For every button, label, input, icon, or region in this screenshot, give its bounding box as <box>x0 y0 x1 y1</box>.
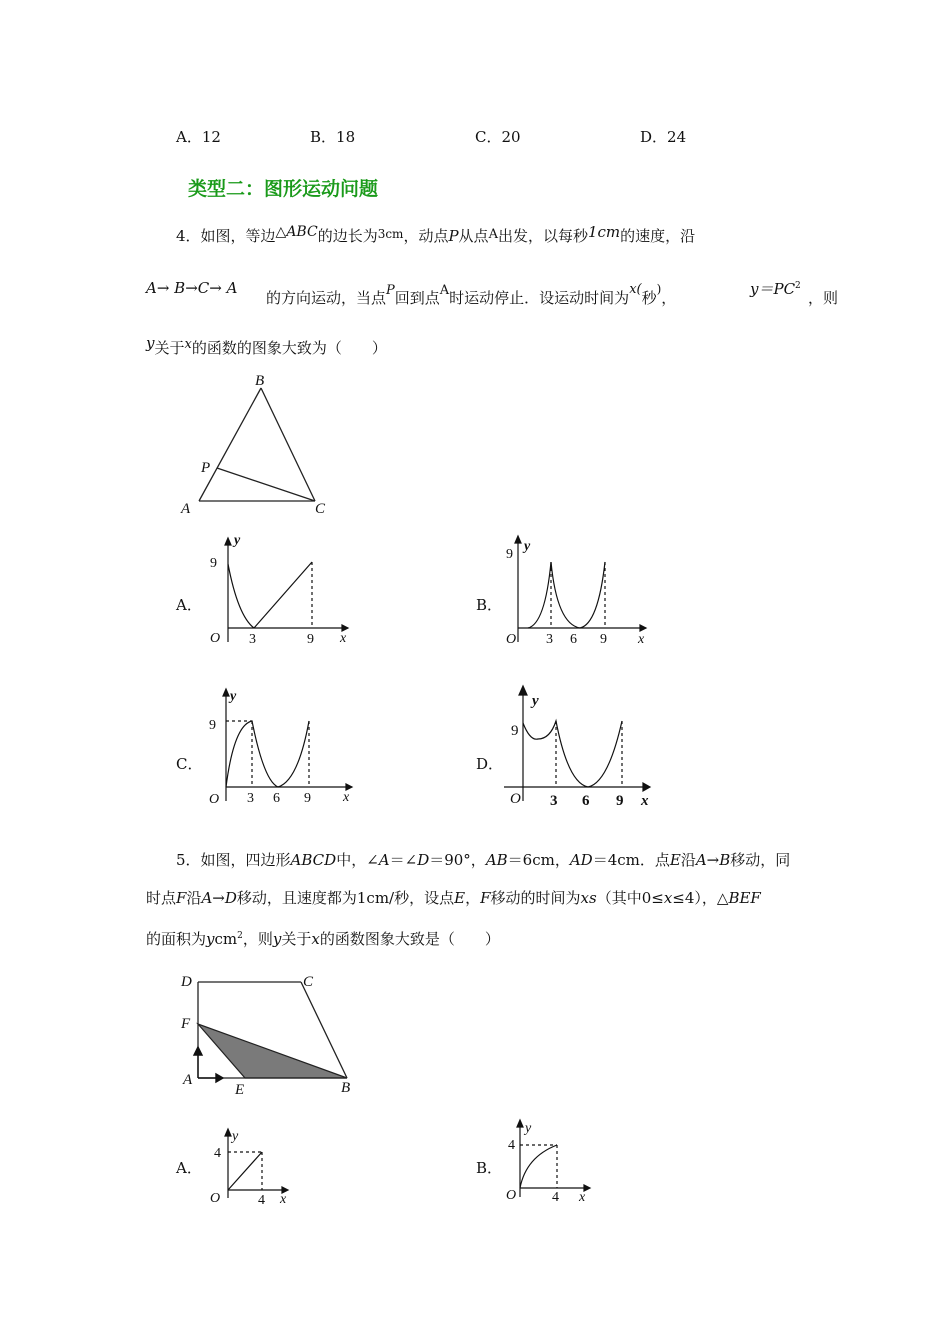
q4-triangle-figure <box>175 368 335 518</box>
svg-text:4: 4 <box>508 1138 515 1153</box>
q4-line-1: 4．如图，等边△ABC的边长为$^{3cm}$，动点P从点A出发，以每秒1cm的速度，沿 <box>176 223 696 245</box>
svg-text:9: 9 <box>307 632 314 647</box>
svg-text:O: O <box>209 792 220 807</box>
svg-text:x: x <box>579 1190 586 1205</box>
curve <box>226 721 309 787</box>
line <box>228 1152 262 1190</box>
svg-text:x: x <box>340 631 347 646</box>
q4-option-b-label: B． <box>476 596 503 614</box>
svg-text:3: 3 <box>546 632 553 647</box>
svg-text:9: 9 <box>304 791 311 806</box>
q5-graph-a <box>200 1122 300 1212</box>
label-c: C <box>303 974 314 990</box>
svg-text:3: 3 <box>247 791 254 806</box>
svg-text:4: 4 <box>258 1193 265 1208</box>
svg-text:4: 4 <box>214 1146 221 1161</box>
label-b: B <box>341 1080 351 1096</box>
label-a: A <box>181 501 191 517</box>
q4-line-3: y关于x的函数的图象大致为（ ） <box>146 334 387 357</box>
svg-text:9: 9 <box>209 718 216 733</box>
svg-text:6: 6 <box>582 793 590 809</box>
svg-text:4: 4 <box>552 1190 559 1205</box>
q4-option-d-label: D． <box>476 755 504 773</box>
svg-text:y: y <box>525 1121 532 1136</box>
q3-option-c: C．20 <box>475 128 521 146</box>
svg-text:y: y <box>532 693 539 709</box>
label-e: E <box>235 1082 245 1098</box>
svg-text:O: O <box>210 1191 221 1206</box>
svg-text:y: y <box>230 689 237 704</box>
svg-text:O: O <box>506 1188 517 1203</box>
svg-text:y: y <box>524 539 531 554</box>
label-c: C <box>315 501 326 517</box>
q5-graph-b <box>500 1115 600 1210</box>
q4-y-equals-pc2: $y=PC^2$ <box>750 280 801 298</box>
svg-text:x: x <box>641 793 649 809</box>
q5-line-3: 的面积为ycm$^2$，则y关于x的函数图象大致是（ ） <box>146 930 500 948</box>
svg-text:9: 9 <box>210 556 217 571</box>
svg-text:3: 3 <box>550 793 558 809</box>
side-ab <box>199 388 261 501</box>
q4-line-2: 的方向运动，当点P回到点A时运动停止．设运动时间为x(秒)， <box>266 282 677 307</box>
svg-text:9: 9 <box>511 723 519 739</box>
svg-text:x: x <box>280 1192 287 1207</box>
side-bc <box>261 388 315 501</box>
arrow-f-head <box>194 1047 202 1055</box>
label-p: P <box>201 460 211 476</box>
q3-option-a: A．12 <box>176 128 221 146</box>
q3-option-d: D．24 <box>640 128 687 146</box>
label-f: F <box>181 1016 191 1032</box>
q5-option-b-label: B． <box>476 1159 503 1177</box>
svg-text:y: y <box>234 533 241 548</box>
q5-line-2: 时点F沿A→D移动，且速度都为1cm/秒，设点E，F移动的时间为xs（其中0≤x≤4），△BEF <box>146 889 761 907</box>
svg-text:O: O <box>510 791 521 807</box>
section-heading: 类型二：图形运动问题 <box>188 178 379 200</box>
arrow-e-head <box>216 1074 223 1082</box>
svg-text:3: 3 <box>249 632 256 647</box>
label-b: B <box>255 373 265 389</box>
q4-graph-a <box>200 530 360 650</box>
svg-text:6: 6 <box>273 791 280 806</box>
svg-text:9: 9 <box>600 632 607 647</box>
label-d: D <box>181 974 192 990</box>
svg-text:9: 9 <box>506 547 513 562</box>
svg-text:9: 9 <box>616 793 624 809</box>
q4-option-c-label: C． <box>176 755 203 773</box>
svg-text:O: O <box>506 632 517 647</box>
svg-text:O: O <box>210 631 221 646</box>
q3-option-b: B．18 <box>310 128 356 146</box>
svg-text:6: 6 <box>570 632 577 647</box>
q5-line-1: 5．如图，四边形ABCD中，∠A＝∠D＝90°，AB＝6cm，AD＝4cm．点E沿A→B移动，同 <box>176 851 791 869</box>
q4-option-a-label: A． <box>176 596 202 614</box>
curve <box>528 562 605 628</box>
curve-segment-1 <box>228 564 254 628</box>
q4-graph-d <box>500 683 660 813</box>
q4-graph-c <box>200 685 360 810</box>
curve <box>523 721 622 787</box>
q5-quadrilateral-figure <box>175 960 365 1100</box>
q4-graph-b <box>500 530 660 650</box>
line-segment-2 <box>254 562 312 628</box>
svg-text:x: x <box>343 790 350 805</box>
label-a: A <box>183 1072 193 1088</box>
q4-line-2-end: ，则 <box>808 289 839 307</box>
svg-text:y: y <box>232 1129 239 1144</box>
q5-option-a-label: A． <box>176 1159 202 1177</box>
segment-pc <box>217 468 315 501</box>
curve <box>520 1145 557 1188</box>
q4-line-2-path: A→ B→C→ A <box>146 279 238 297</box>
svg-text:x: x <box>638 632 645 647</box>
